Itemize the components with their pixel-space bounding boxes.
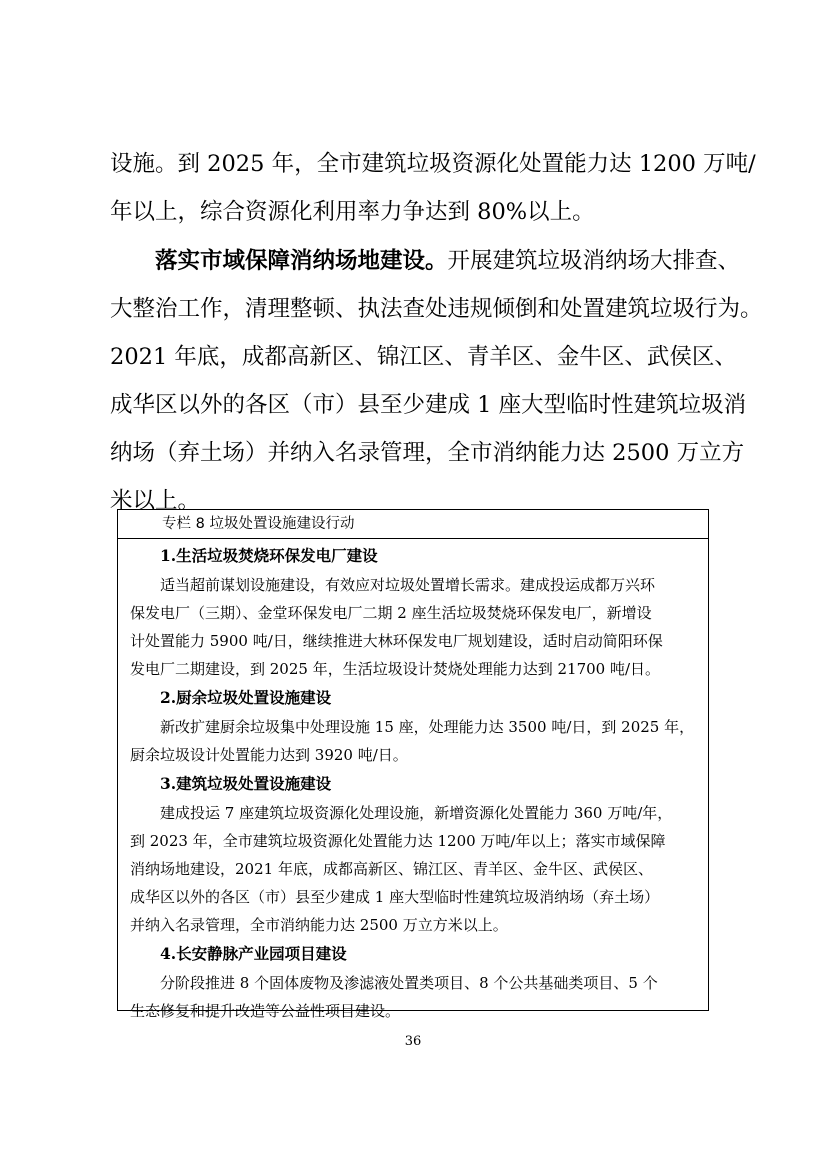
section-3-line: 到 2023 年，全市建筑垃圾资源化处置能力达 1200 万吨/年以上；落实市域保障	[130, 832, 666, 850]
section-4-line: 生态修复和提升改造等公益性项目建设。	[130, 1002, 401, 1020]
section-1-line: 保发电厂（三期）、金堂环保发电厂二期 2 座生活垃圾焚烧环保发电厂，新增设	[130, 604, 652, 622]
section-3-line: 建成投运 7 座建筑垃圾资源化处理设施，新增资源化处置能力 360 万吨/年，	[160, 804, 673, 822]
paragraph-2	[110, 237, 763, 525]
section-4-line: 分阶段推进 8 个固体废物及渗滤液处置类项目、8 个公共基础类项目、5 个	[160, 974, 658, 992]
paragraph-2-line-2: 大整治工作，清理整顿、执法查处违规倾倒和处置建筑垃圾行为。	[110, 296, 763, 322]
section-3-heading: 3.建筑垃圾处置设施建设	[160, 774, 332, 793]
section-3-line: 并纳入名录管理，全市消纳能力达 2500 万立方米以上。	[130, 916, 508, 934]
feature-box-content	[118, 539, 708, 1025]
paragraph-2-line-5: 纳场（弃土场）并纳入名录管理，全市消纳能力达 2500 万立方	[110, 440, 745, 466]
paragraph-2-line-1	[110, 237, 741, 285]
section-4-body	[130, 969, 698, 1025]
section-1-line: 适当超前谋划设施建设，有效应对垃圾处置增长需求。建成投运成都万兴环	[160, 576, 656, 594]
section-2-heading: 2.厨余垃圾处置设施建设	[160, 688, 332, 707]
feature-box	[117, 509, 709, 1020]
paragraph-2-line-3: 2021 年底，成都高新区、锦江区、青羊区、金牛区、武侯区、	[110, 344, 737, 370]
page-number: 36	[404, 1034, 422, 1049]
paragraph-2-line-1-text: 开展建筑垃圾消纳场大排查、	[447, 248, 741, 274]
section-2-line: 新改扩建厨余垃圾集中处理设施 15 座，处理能力达 3500 吨/日，到 2025 年，	[160, 718, 695, 736]
section-1-body	[130, 571, 698, 683]
section-3-line: 成华区以外的各区（市）县至少建成 1 座大型临时性建筑垃圾消纳场（弃土场）	[130, 888, 660, 906]
paragraph-1-line-1: 设施。到 2025 年，全市建筑垃圾资源化处置能力达 1200 万吨/	[110, 151, 756, 177]
section-4-heading: 4.长安静脉产业园项目建设	[160, 944, 347, 963]
section-1-line: 计处置能力 5900 吨/日，继续推进大林环保发电厂规划建设，适时启动简阳环保	[130, 632, 663, 650]
paragraph-2-line-6: 米以上。	[110, 488, 201, 514]
paragraph-1	[110, 140, 756, 236]
section-3-line: 消纳场地建设，2021 年底，成都高新区、锦江区、青羊区、金牛区、武侯区、	[130, 860, 653, 878]
section-2-body	[130, 713, 698, 769]
paragraph-2-heading: 落实市域保障消纳场地建设。	[155, 248, 448, 274]
section-1-heading: 1.生活垃圾焚烧环保发电厂建设	[160, 546, 378, 565]
section-3-body	[130, 799, 698, 939]
feature-box-title: 专栏 8 垃圾处置设施建设行动	[118, 510, 708, 539]
section-2-line: 厨余垃圾设计处置能力达到 3920 吨/日。	[130, 746, 408, 764]
section-1-line: 发电厂二期建设，到 2025 年，生活垃圾设计焚烧处理能力达到 21700 吨/日。	[130, 660, 661, 678]
paragraph-1-line-2: 年以上，综合资源化利用率力争达到 80%以上。	[110, 199, 595, 225]
paragraph-2-line-4: 成华区以外的各区（市）县至少建成 1 座大型临时性建筑垃圾消	[110, 392, 747, 418]
